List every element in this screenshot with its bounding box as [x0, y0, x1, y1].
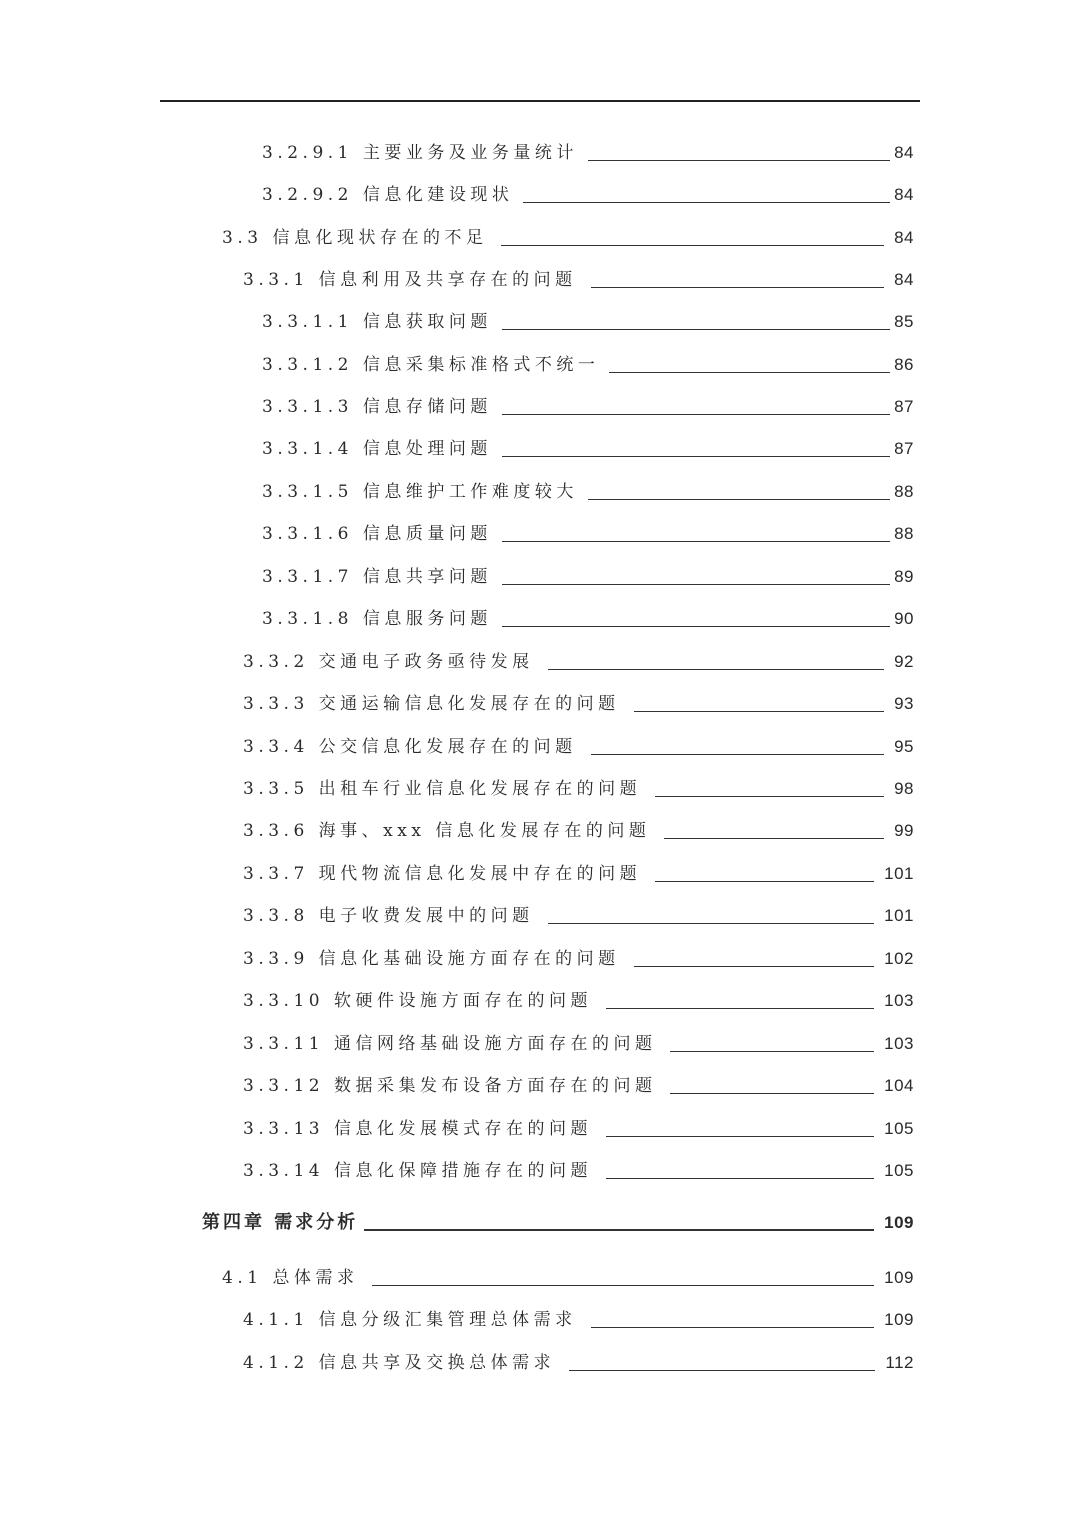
toc-entry-page: 109 — [884, 1268, 914, 1287]
toc-entry[interactable] — [243, 689, 914, 719]
toc-entry-page: 93 — [894, 694, 914, 713]
toc-dot-leader — [372, 1285, 874, 1286]
toc-entry[interactable] — [243, 732, 914, 762]
toc-dot-leader — [364, 1229, 874, 1231]
toc-entry-title: 3.3.1.6 信息质量问题 — [262, 524, 492, 544]
toc-dot-leader — [655, 881, 874, 882]
toc-dot-leader — [502, 584, 890, 585]
toc-entry-title: 3.3.1.1 信息获取问题 — [262, 312, 492, 332]
toc-entry[interactable] — [262, 434, 914, 464]
toc-dot-leader — [569, 1370, 875, 1371]
toc-entry-title: 3.2.9.2 信息化建设现状 — [262, 185, 514, 205]
toc-entry[interactable] — [243, 1114, 914, 1144]
toc-entry-page: 87 — [894, 397, 914, 416]
toc-entry-page: 99 — [894, 821, 914, 840]
toc-entry[interactable] — [243, 1029, 914, 1059]
toc-entry-page: 112 — [885, 1353, 914, 1372]
toc-entry-page: 109 — [884, 1310, 914, 1329]
toc-entry-page: 105 — [884, 1161, 914, 1180]
toc-dot-leader — [606, 1008, 874, 1009]
toc-dot-leader — [502, 626, 890, 627]
toc-entry[interactable] — [262, 307, 914, 337]
toc-entry[interactable] — [243, 647, 914, 677]
toc-dot-leader — [606, 1136, 874, 1137]
toc-entry-page: 98 — [894, 779, 914, 798]
toc-entry-title: 4.1 总体需求 — [222, 1268, 359, 1288]
toc-entry-page: 92 — [894, 652, 914, 671]
toc-entry[interactable] — [243, 265, 914, 295]
toc-entry-title: 3.3.12 数据采集发布设备方面存在的问题 — [243, 1076, 657, 1096]
toc-entry[interactable] — [262, 138, 914, 168]
toc-entry[interactable] — [243, 944, 914, 974]
toc-entry-page: 101 — [884, 906, 914, 925]
toc-entry[interactable] — [262, 562, 914, 592]
toc-entry-title: 3.3.1.4 信息处理问题 — [262, 439, 492, 459]
toc-entry[interactable] — [243, 1348, 914, 1378]
toc-entry[interactable] — [262, 392, 914, 422]
toc-entry-title: 3.3.4 公交信息化发展存在的问题 — [243, 737, 577, 757]
toc-entry-page: 88 — [894, 524, 914, 543]
toc-entry[interactable] — [222, 1263, 914, 1293]
toc-entry-title: 3.3.7 现代物流信息化发展中存在的问题 — [243, 864, 642, 884]
header-rule — [160, 100, 920, 102]
toc-dot-leader — [634, 711, 884, 712]
toc-entry-page: 84 — [894, 270, 914, 289]
toc-entry-title: 3.3.1.2 信息采集标准格式不统一 — [262, 355, 600, 375]
toc-entry-title: 3.3.6 海事、xxx 信息化发展存在的问题 — [243, 821, 651, 841]
toc-dot-leader — [523, 202, 890, 203]
toc-entry-page: 103 — [884, 1034, 914, 1053]
toc-entry-title: 3.3.10 软硬件设施方面存在的问题 — [243, 991, 592, 1011]
toc-entry-title: 3.3.3 交通运输信息化发展存在的问题 — [243, 694, 620, 714]
toc-entry[interactable] — [243, 859, 914, 889]
toc-dot-leader — [655, 796, 884, 797]
toc-dot-leader — [609, 372, 890, 373]
toc-entry[interactable] — [262, 180, 914, 210]
toc-entry-page: 95 — [894, 737, 914, 756]
toc-dot-leader — [670, 1051, 874, 1052]
toc-entry-page: 87 — [894, 439, 914, 458]
toc-entry-title: 3.3.11 通信网络基础设施方面存在的问题 — [243, 1034, 657, 1054]
toc-entry-page: 105 — [884, 1119, 914, 1138]
toc-dot-leader — [634, 966, 874, 967]
toc-entry-page: 90 — [894, 609, 914, 628]
toc-entry-title: 3.3.2 交通电子政务亟待发展 — [243, 652, 534, 672]
toc-dot-leader — [502, 456, 890, 457]
toc-dot-leader — [502, 414, 890, 415]
toc-entry[interactable] — [243, 1071, 914, 1101]
toc-entry-page: 109 — [884, 1213, 914, 1232]
toc-dot-leader — [664, 838, 884, 839]
toc-entry[interactable] — [222, 223, 914, 253]
toc-dot-leader — [588, 160, 890, 161]
toc-dot-leader — [670, 1093, 874, 1094]
toc-entry-title: 3.3.1.3 信息存储问题 — [262, 397, 492, 417]
toc-dot-leader — [591, 754, 884, 755]
toc-entry-page: 102 — [884, 949, 914, 968]
toc-entry-page: 84 — [894, 185, 914, 204]
toc-entry-page: 101 — [884, 864, 914, 883]
toc-entry-title: 3.3.8 电子收费发展中的问题 — [243, 906, 534, 926]
toc-entry-title: 3.3.1.8 信息服务问题 — [262, 609, 492, 629]
toc-entry[interactable] — [262, 519, 914, 549]
toc-entry-title: 3.3.14 信息化保障措施存在的问题 — [243, 1161, 592, 1181]
toc-entry-title: 3.3.1.7 信息共享问题 — [262, 567, 492, 587]
toc-entry[interactable] — [243, 1305, 914, 1335]
toc-entry[interactable] — [243, 986, 914, 1016]
toc-entry[interactable] — [243, 816, 914, 846]
toc-dot-leader — [591, 1327, 874, 1328]
toc-entry[interactable] — [262, 350, 914, 380]
toc-dot-leader — [591, 287, 884, 288]
toc-dot-leader — [548, 669, 884, 670]
toc-chapter-entry[interactable] — [202, 1208, 914, 1238]
toc-entry-page: 88 — [894, 482, 914, 501]
toc-entry[interactable] — [243, 774, 914, 804]
toc-dot-leader — [502, 329, 890, 330]
toc-entry-page: 85 — [894, 312, 914, 331]
toc-entry-page: 84 — [894, 228, 914, 247]
toc-dot-leader — [588, 499, 890, 500]
toc-entry-page: 104 — [884, 1076, 914, 1095]
toc-entry-title: 3.3.5 出租车行业信息化发展存在的问题 — [243, 779, 642, 799]
toc-entry-page: 103 — [884, 991, 914, 1010]
toc-entry-title: 3.3.1 信息利用及共享存在的问题 — [243, 270, 577, 290]
toc-dot-leader — [501, 245, 884, 246]
toc-entry-title: 3.3.1.5 信息维护工作难度较大 — [262, 482, 578, 502]
toc-entry-page: 89 — [894, 567, 914, 586]
toc-entry[interactable] — [262, 604, 914, 634]
toc-dot-leader — [606, 1178, 874, 1179]
toc-entry-title: 4.1.2 信息共享及交换总体需求 — [243, 1353, 556, 1373]
toc-entry-title: 3.2.9.1 主要业务及业务量统计 — [262, 143, 578, 163]
toc-entry[interactable] — [262, 477, 914, 507]
toc-dot-leader — [548, 923, 874, 924]
toc-entry-page: 86 — [894, 355, 914, 374]
toc-entry-title: 3.3.9 信息化基础设施方面存在的问题 — [243, 949, 620, 969]
toc-dot-leader — [502, 541, 890, 542]
toc-entry-page: 84 — [894, 143, 914, 162]
toc-entry-title: 4.1.1 信息分级汇集管理总体需求 — [243, 1310, 577, 1330]
toc-entry-title: 3.3 信息化现状存在的不足 — [222, 228, 488, 248]
toc-entry[interactable] — [243, 901, 914, 931]
toc-entry[interactable] — [243, 1156, 914, 1186]
toc-entry-title: 3.3.13 信息化发展模式存在的问题 — [243, 1119, 592, 1139]
toc-entry-title: 第四章 需求分析 — [202, 1212, 359, 1233]
